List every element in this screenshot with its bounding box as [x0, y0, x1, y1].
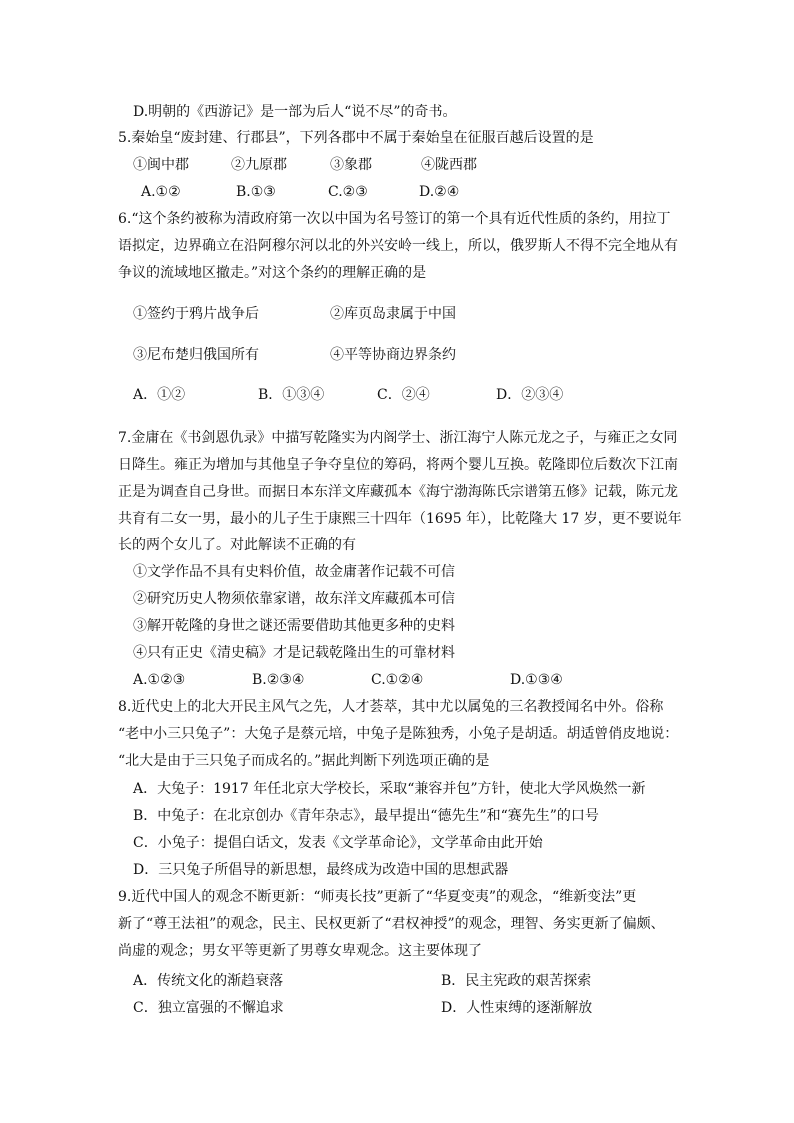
q6-item-3: ③尼布楚归俄国所有 [133, 347, 259, 363]
q6-option-a: A．①② [133, 387, 186, 403]
q6-option-d: D．②③④ [496, 387, 564, 403]
q7-item-2: ②研究历史人物须依靠家谱，故东洋文库藏孤本可信 [133, 591, 455, 607]
q8-option-b: B．中兔子：在北京创办《青年杂志》，最早提出“德先生”和“赛先生”的口号 [133, 808, 599, 824]
question-6-stem-line-1: 6.“这个条约被称为清政府第一次以中国为名号签订的第一个具有近代性质的条约，用拉丁 [118, 211, 671, 227]
q5-option-b: B.①③ [236, 184, 276, 200]
q7-option-a: A.①②③ [133, 672, 186, 688]
q5-item-3: ③象郡 [330, 157, 372, 173]
q7-item-1: ①文学作品不具有史料价值，故金庸著作记载不可信 [133, 564, 455, 580]
q6-item-1: ①签约于鸦片战争后 [133, 306, 259, 322]
q6-option-c: C．②④ [377, 387, 430, 403]
q7-option-d: D.①③④ [510, 672, 563, 688]
q6-option-b: B．①③④ [258, 387, 325, 403]
q5-option-a: A.①② [141, 184, 181, 200]
q8-option-d: D．三只兔子所倡导的新思想，最终成为改造中国的思想武器 [133, 862, 509, 878]
q7-item-4: ④只有正史《清史稿》才是记载乾隆出生的可靠材料 [133, 645, 455, 661]
question-8-stem-line-3: “北大是由于三只兔子而成名的。”据此判断下列选项正确的是 [118, 753, 490, 769]
q5-option-d: D.②④ [419, 184, 460, 200]
question-9-stem-line-3: 尚虚的观念；男女平等更新了男尊女卑观念。这主要体现了 [118, 943, 482, 959]
q7-item-3: ③解开乾隆的身世之谜还需要借助其他更多种的史料 [133, 618, 455, 634]
q5-item-1: ①闽中郡 [133, 157, 189, 173]
question-6-stem-line-2: 语拟定，边界确立在沿阿穆尔河以北的外兴安岭一线上，所以，俄罗斯人不得不完全地从有 [118, 238, 678, 254]
q9-option-d: D．人性束缚的逐渐解放 [441, 1000, 593, 1016]
q5-option-c: C.②③ [328, 184, 368, 200]
question-7-stem-line-1: 7.金庸在《书剑恩仇录》中描写乾隆实为内阁学士、浙江海宁人陈元龙之子，与雍正之女同 [118, 430, 678, 446]
q7-option-b: B.②③④ [252, 672, 305, 688]
q6-item-4: ④平等协商边界条约 [330, 347, 456, 363]
q5-item-2: ②九原郡 [231, 157, 287, 173]
question-7-stem-line-3: 正是为调查自己身世。而据日本东洋文库藏孤本《海宁渤海陈氏宗谱第五修》记载，陈元龙 [118, 484, 678, 500]
question-7-stem-line-2: 日降生。雍正为增加与其他皇子争夺皇位的筹码，将两个婴儿互换。乾隆即位后数次下江南 [118, 457, 678, 473]
q8-option-a: A．大兔子：1917 年任北京大学校长，采取“兼容并包”方针，使北大学风焕然一新 [133, 781, 646, 797]
q6-item-2: ②库页岛隶属于中国 [330, 306, 456, 322]
q9-option-b: B．民主宪政的艰苦探索 [441, 973, 592, 989]
question-9-stem-line-2: 新了“尊王法祖”的观念，民主、民权更新了“君权神授”的观念，理智、务实更新了偏颇、 [118, 916, 665, 932]
question-7-stem-line-4: 共育有二女一男，最小的儿子生于康熙三十四年（1695 年），比乾隆大 17 岁，更不要说年 [118, 511, 682, 527]
question-8-stem-line-1: 8.近代史上的北大开民主风气之先，人才荟萃，其中尤以属兔的三名教授闻名中外。俗称 [118, 699, 664, 715]
q9-option-a: A．传统文化的渐趋衰落 [133, 973, 284, 989]
question-5-stem: 5.秦始皇“废封建、行郡县”，下列各郡中不属于秦始皇在征服百越后设置的是 [118, 130, 594, 146]
q4-option-d: D.明朝的《西游记》是一部为后人“说不尽”的奇书。 [133, 104, 457, 120]
q9-option-c: C．独立富强的不懈追求 [133, 1000, 284, 1016]
question-6-stem-line-3: 争议的流域地区撤走。”对这个条约的理解正确的是 [118, 265, 427, 281]
q5-item-4: ④陇西郡 [421, 157, 477, 173]
q7-option-c: C.①②④ [371, 672, 424, 688]
question-7-stem-line-5: 长的两个女儿了。对此解读不正确的有 [118, 537, 356, 553]
q8-option-c: C．小兔子：提倡白话文，发表《文学革命论》，文学革命由此开始 [133, 835, 543, 851]
question-8-stem-line-2: “老中小三只兔子”：大兔子是蔡元培，中兔子是陈独秀，小兔子是胡适。胡适曾俏皮地说： [118, 726, 679, 742]
question-9-stem-line-1: 9.近代中国人的观念不断更新：“师夷长技”更新了“华夏变夷”的观念，“维新变法”更 [118, 889, 637, 905]
